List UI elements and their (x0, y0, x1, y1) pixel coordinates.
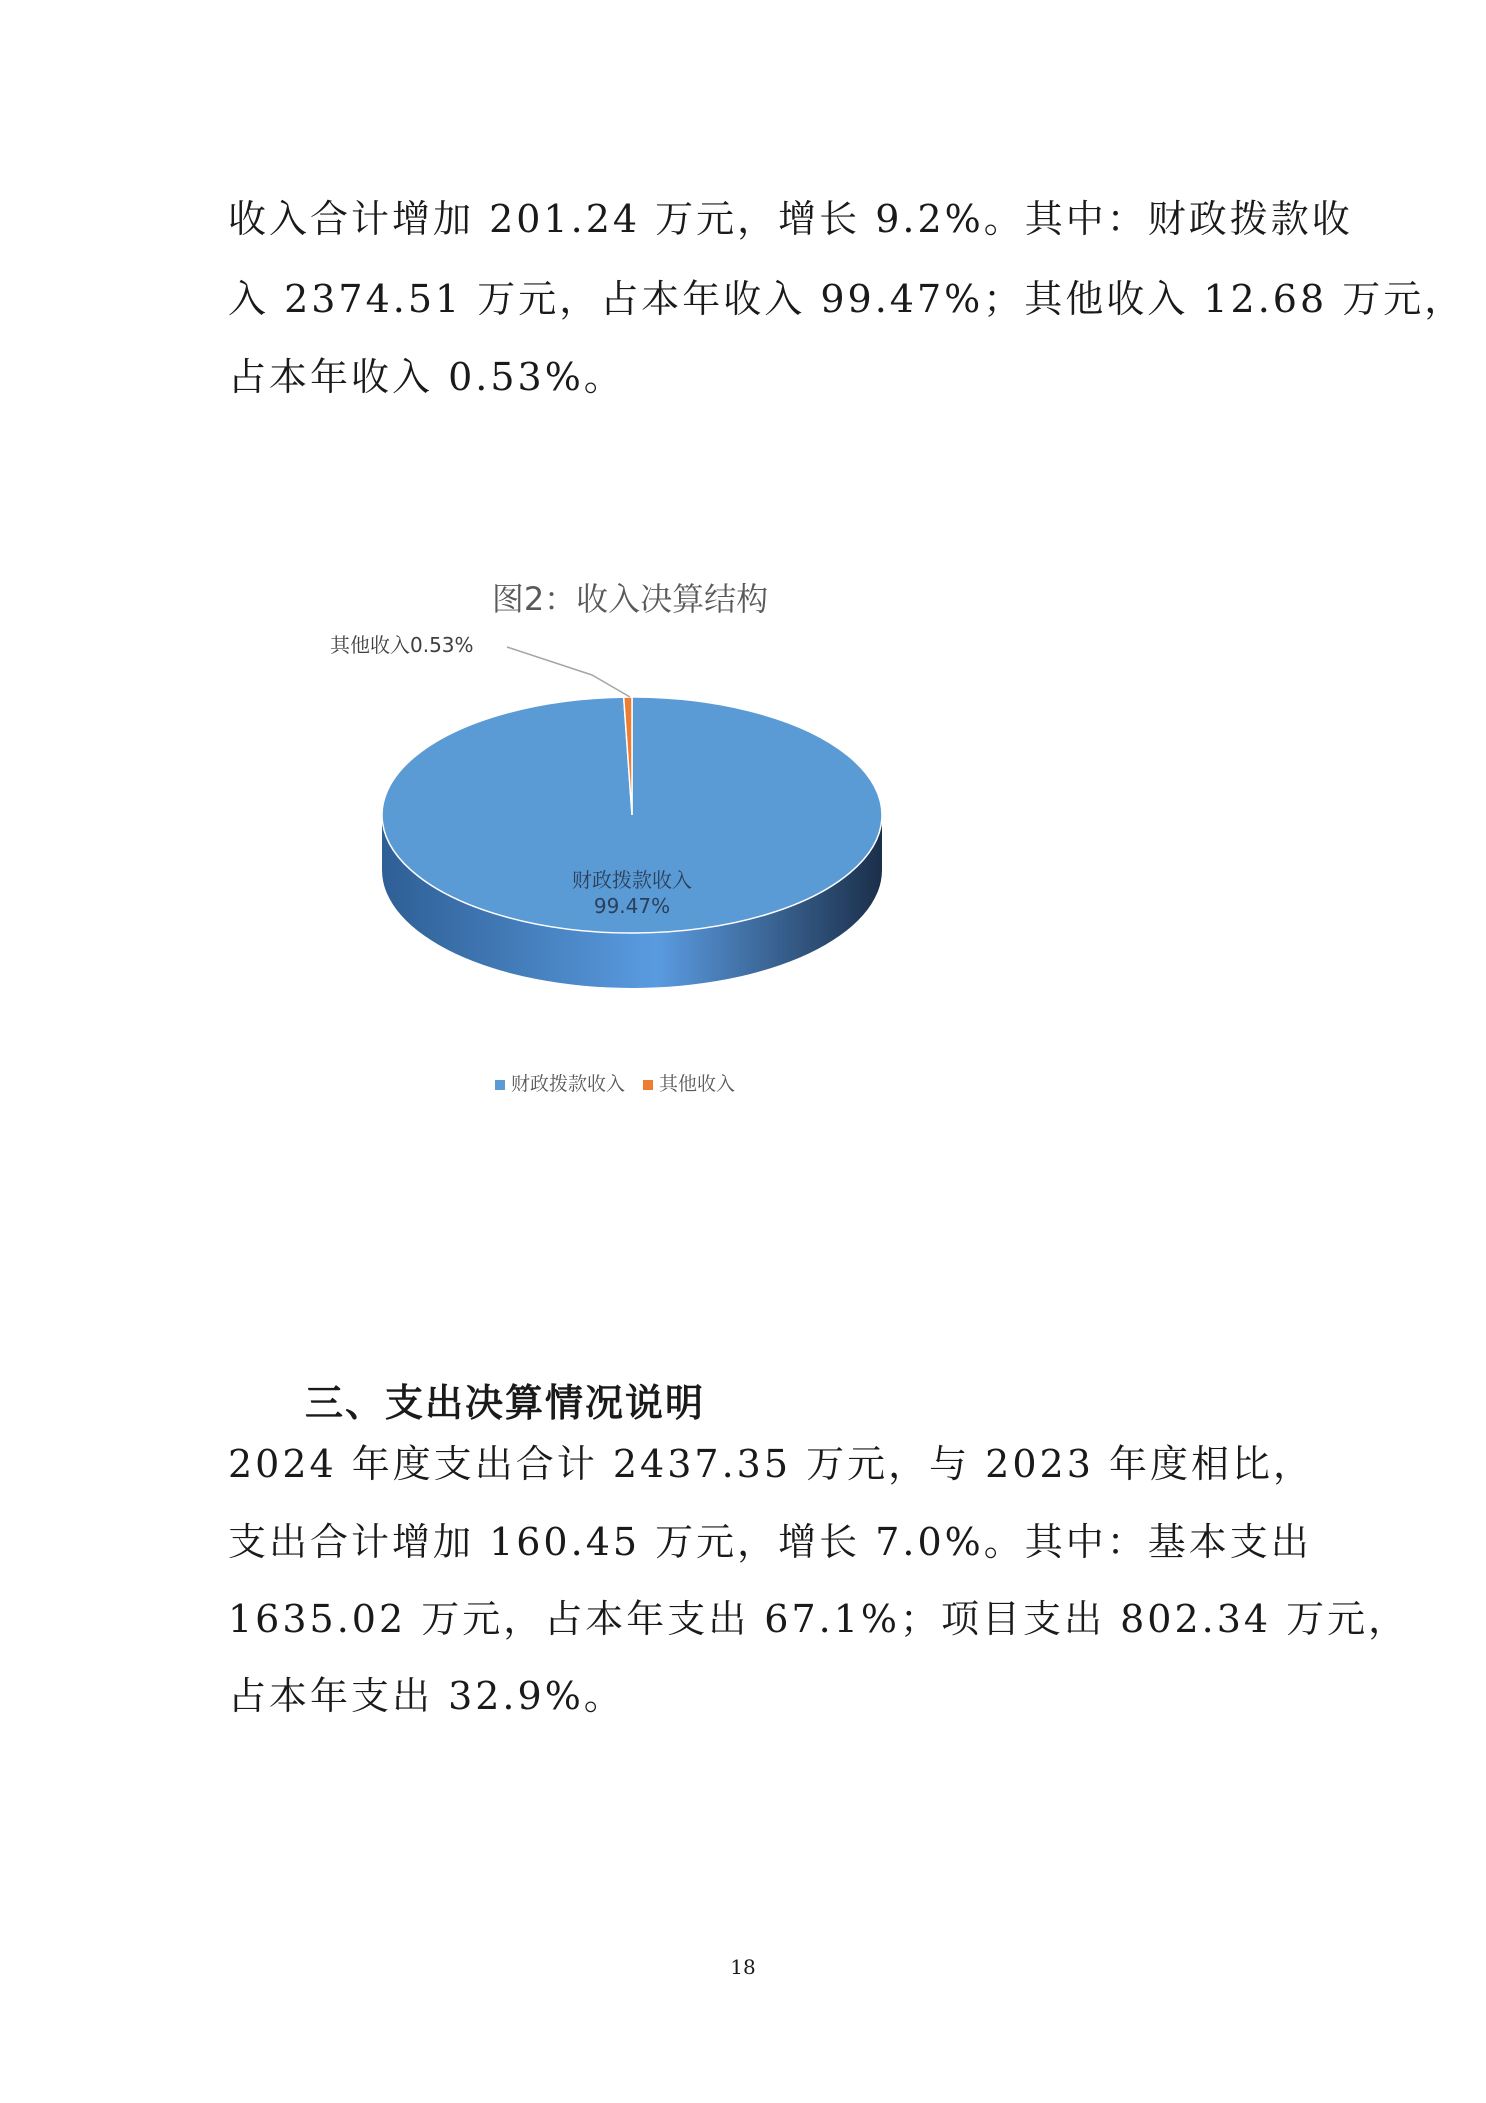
section-line-2: 支出合计增加 160.45 万元，增长 7.0%。其中：基本支出 (228, 1520, 1312, 1564)
pie-chart-svg (300, 560, 1000, 1120)
intro-line-2: 入 2374.51 万元，占本年收入 99.47%；其他收入 12.68 万元， (228, 277, 1466, 321)
data-label-fiscal-name: 财政拨款收入 (572, 868, 692, 892)
section-line-4: 占本年支出 32.9%。 (228, 1674, 625, 1718)
chart-title: 图2：收入决算结构 (491, 580, 769, 618)
page-number: 18 (730, 1955, 756, 1979)
legend-swatch-other (643, 1080, 653, 1090)
data-label-fiscal-value: 99.47% (593, 894, 671, 918)
leader-line-other (507, 647, 630, 697)
income-structure-chart (300, 560, 1000, 1120)
section-heading: 三、支出决算情况说明 (305, 1381, 706, 1425)
legend-swatch-fiscal (495, 1080, 505, 1090)
section-line-1: 2024 年度支出合计 2437.35 万元，与 2023 年度相比， (228, 1442, 1314, 1486)
intro-line-1: 收入合计增加 201.24 万元，增长 9.2%。其中：财政拨款收 (228, 197, 1353, 241)
intro-line-3: 占本年收入 0.53%。 (228, 355, 625, 399)
data-label-other: 其他收入0.53% (330, 633, 474, 657)
legend-label-other: 其他收入 (659, 1073, 736, 1095)
legend-label-fiscal: 财政拨款收入 (511, 1073, 626, 1095)
section-line-3: 1635.02 万元，占本年支出 67.1%；项目支出 802.34 万元， (228, 1597, 1410, 1641)
